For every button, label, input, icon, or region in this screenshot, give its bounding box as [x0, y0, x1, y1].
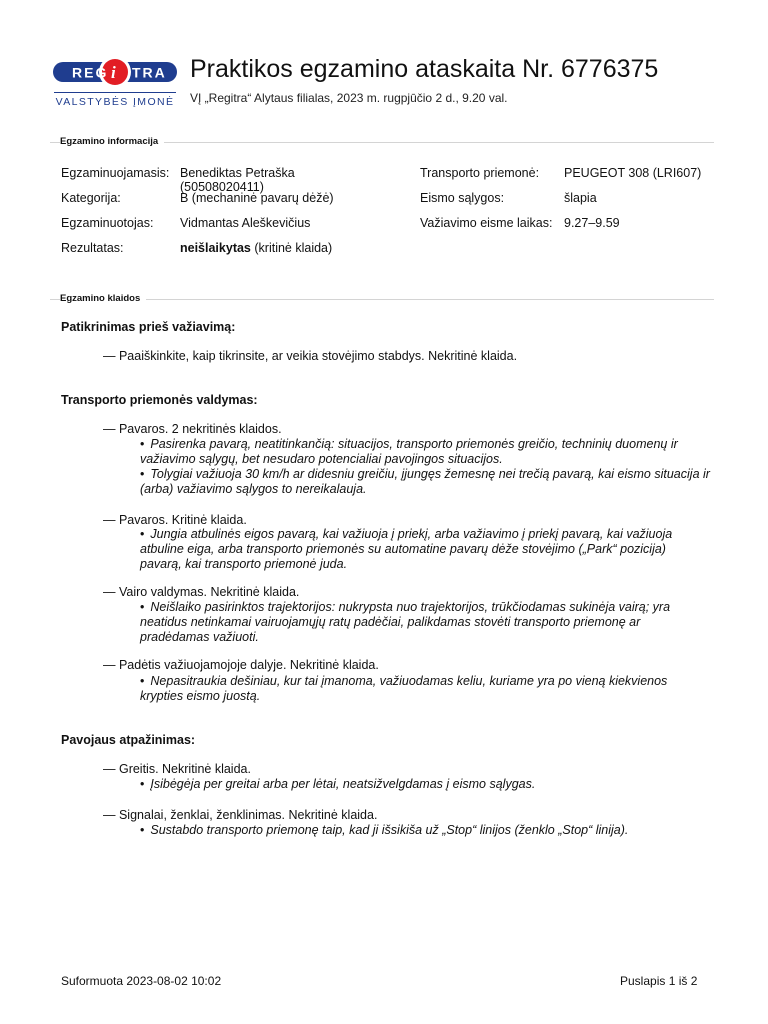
examinee-label: Egzaminuojamasis: — [61, 166, 170, 180]
page-subtitle: VĮ „Regitra“ Alytaus filialas, 2023 m. rugpjūčio 2 d., 9.20 val. — [190, 91, 508, 105]
section-label: Egzamino informacija — [60, 135, 164, 149]
error-item: — Pavaros. Kritinė klaida. — [103, 513, 247, 527]
error-detail-text: Nepasitraukia dešiniau, kur tai įmanoma, važiuodamas keliu, kuriame yra po vieną kiekvienos krypties eismo juostą. — [140, 674, 668, 703]
bullet-icon: • — [140, 467, 145, 481]
section-divider — [50, 299, 714, 300]
error-detail-text: Sustabdo transporto priemonę taip, kad ji išsikiša už „Stop“ linijos (ženklo „Stop“ linija). — [150, 823, 629, 837]
bullet-icon: • — [140, 777, 145, 791]
result-value-line — [180, 241, 332, 255]
section-exam-errors — [50, 292, 714, 306]
footer-page-number: Puslapis 1 iš 2 — [620, 974, 698, 988]
bullet-icon: • — [140, 437, 145, 451]
section-label: Egzamino klaidos — [60, 292, 146, 306]
error-detail — [140, 600, 710, 645]
group-hazard-recognition: Pavojaus atpažinimas: — [61, 733, 196, 747]
logo-subtitle: VALSTYBĖS ĮMONĖ — [55, 96, 175, 108]
error-detail — [140, 777, 710, 792]
regitra-logo-mark — [52, 55, 178, 91]
error-detail — [140, 437, 710, 467]
logo-divider — [54, 92, 176, 93]
logo-text-left: REG — [72, 64, 109, 81]
footer-generated: Suformuota 2023-08-02 10:02 — [61, 974, 222, 988]
logo-text-mid: i — [111, 63, 116, 82]
error-detail-text: Įsibėgėja per greitai arba per lėtai, neatsižvelgdamas į eismo sąlygas. — [150, 777, 536, 791]
bullet-icon: • — [140, 527, 145, 541]
vehicle-label: Transporto priemonė: — [420, 166, 540, 180]
result-label: Rezultatas: — [61, 241, 124, 255]
conditions-value: šlapia — [564, 191, 597, 205]
error-item: — Signalai, ženklai, ženklinimas. Nekritinė klaida. — [103, 808, 378, 822]
result-note: (kritinė klaida) — [254, 241, 333, 255]
examinee-id: (50508020411) — [180, 180, 264, 194]
drive-time-label: Važiavimo eisme laikas: — [420, 216, 553, 230]
group-vehicle-control: Transporto priemonės valdymas: — [61, 393, 258, 407]
conditions-label: Eismo sąlygos: — [420, 191, 505, 205]
error-detail — [140, 467, 710, 497]
error-detail-text: Tolygiai važiuoja 30 km/h ar didesniu greičiu, įjungęs žemesnę nei trečią pavarą, kai eismo situacija ir (arba) važiavimo sąlygos to nereikalauja. — [140, 467, 710, 496]
regitra-logo — [52, 55, 178, 111]
vehicle-value: PEUGEOT 308 (LRI607) — [564, 166, 702, 180]
error-item: — Pavaros. 2 nekritinės klaidos. — [103, 422, 282, 436]
bullet-icon: • — [140, 600, 145, 614]
bullet-icon: • — [140, 823, 145, 837]
error-detail — [140, 823, 710, 838]
bullet-icon: • — [140, 674, 145, 688]
error-item: — Greitis. Nekritinė klaida. — [103, 762, 251, 776]
error-item: — Padėtis važiuojamojoje dalyje. Nekritinė klaida. — [103, 658, 379, 672]
error-detail-text: Pasirenka pavarą, neatitinkančią: situacijos, transporto priemonės greičio, techninių duomenų ir važiavimo sąlygų, bet nesudaro potencialiai pavojingos situacijos. — [140, 437, 678, 466]
examiner-label: Egzaminuotojas: — [61, 216, 154, 230]
error-item: — Paaiškinkite, kaip tikrinsite, ar veikia stovėjimo stabdys. Nekritinė klaida. — [103, 349, 518, 363]
error-detail-text: Neišlaiko pasirinktos trajektorijos: nukrypsta nuo trajektorijos, trūkčiodamas sukinėja vairą; yra neatidus netinkamai vairuojamųjų ratų padėčiai, palikdamas stovėti transporto priemonę ar pradėdamas važiuoti. — [140, 600, 671, 644]
error-detail — [140, 674, 710, 704]
error-detail — [140, 527, 710, 572]
page-title: Praktikos egzamino ataskaita Nr. 6776375 — [190, 55, 659, 83]
logo-text-right: TRA — [132, 64, 167, 81]
result-value: neišlaikytas — [180, 241, 251, 255]
examinee-value: Benediktas Petraška — [180, 166, 295, 180]
examiner-value: Vidmantas Aleškevičius — [180, 216, 311, 230]
drive-time-value: 9.27–9.59 — [564, 216, 620, 230]
error-item: — Vairo valdymas. Nekritinė klaida. — [103, 585, 300, 599]
category-value: B (mechaninė pavarų dėžė) — [180, 191, 334, 205]
category-label: Kategorija: — [61, 191, 121, 205]
section-exam-info — [50, 135, 714, 149]
error-detail-text: Jungia atbulinės eigos pavarą, kai važiuoja į priekį, arba važiavimo į priekį pavarą, kai važiuoja atbuline eiga, arba transporto priemonės su automatine pavarų dėže stovėjimo („Park“ pozicija) pavarą, kai transporto priemonė juda. — [140, 527, 673, 571]
group-pre-drive-check: Patikrinimas prieš važiavimą: — [61, 320, 236, 334]
